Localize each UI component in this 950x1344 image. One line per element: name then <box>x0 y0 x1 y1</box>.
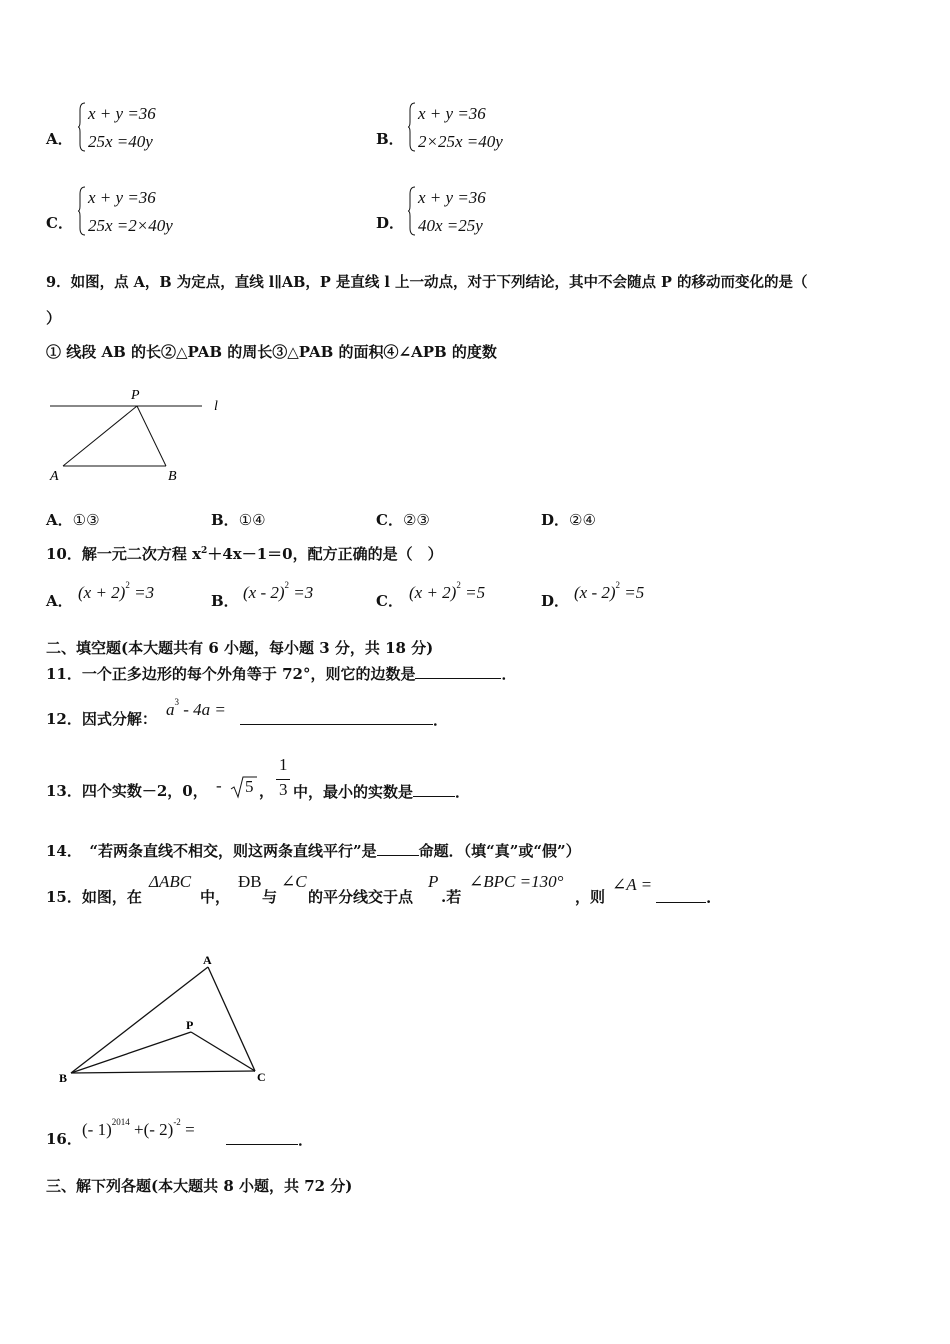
q13-text2: 中，最小的实数是 <box>293 783 414 801</box>
q9-option-c-label: C． <box>376 511 403 529</box>
q8-option-a-system <box>88 100 156 156</box>
label-a: A <box>50 469 59 484</box>
q11-answer-blank[interactable] <box>415 662 501 679</box>
q9-stem-line1: 9．如图，点 A，B 为定点，直线 l∥AB，P 是直线 l 上一动点，对于下列结论，其中不会随点 P 的移动而变化的是（ <box>46 274 808 291</box>
q9-option-d-text: ②④ <box>569 511 596 529</box>
q12-text: 12．因式分解： <box>46 710 157 728</box>
q10-option-c-exp: 2 <box>456 580 461 590</box>
q10-option-b-base: (x - 2) <box>243 583 285 602</box>
q9-stem-line2: ） <box>46 309 62 327</box>
q10-option-a-base: (x + 2) <box>78 583 126 602</box>
q9-figure <box>40 380 230 490</box>
q10-option-a-label: A． <box>46 592 73 610</box>
q12-end: ． <box>433 711 449 729</box>
q12-math-a: a <box>166 700 175 719</box>
label-b: B <box>59 1071 68 1085</box>
brace-icon <box>78 102 86 152</box>
q15-angle-b: ÐB <box>238 872 262 891</box>
segment-ac <box>208 967 255 1071</box>
q10-stem-post: ＋4x－1＝0，配方正确的是（ ） <box>207 545 443 563</box>
q16-part1: (- 1) <box>82 1120 112 1139</box>
label-p: P <box>131 388 140 403</box>
q8-option-b-system <box>418 100 503 156</box>
q15-text4: 的平分线交于点 <box>308 888 414 906</box>
q8-option-c-eq1: x + y =36 <box>88 188 156 207</box>
q10-option-a-rhs: =3 <box>129 583 155 602</box>
q9-option-b-label: B． <box>211 511 239 529</box>
q13-text: 13．四个实数－2，0， <box>46 782 208 800</box>
q8-option-a-eq1: x + y =36 <box>88 104 156 123</box>
q14-text2: 命题．（填“真”或“假”） <box>418 842 581 860</box>
label-b: B <box>168 469 177 484</box>
label-c: C <box>257 1070 266 1084</box>
q10-option-a-math <box>78 580 154 603</box>
q8-option-c-system <box>88 184 173 240</box>
q10-option-d-label: D． <box>541 592 570 610</box>
q15-text5: .若 <box>441 888 462 906</box>
q12-answer <box>240 708 448 730</box>
q10-option-a-exp: 2 <box>125 580 130 590</box>
q9-option-a-text: ①③ <box>72 511 100 529</box>
q10-stem-pre: 10．解一元二次方程 x <box>46 545 202 563</box>
q10-option-b-math <box>243 580 313 603</box>
q8-option-c-label: C． <box>46 214 73 232</box>
q10-stem <box>46 543 443 564</box>
q13-answer-blank[interactable] <box>413 780 455 797</box>
q8-option-a-label: A． <box>46 130 73 148</box>
q12-math-rest: - 4a = <box>179 700 226 719</box>
q16-exp1: 2014 <box>111 1117 130 1127</box>
q16-exp2: -2 <box>173 1117 181 1127</box>
q9-option-b <box>211 509 266 530</box>
q15-angle-c: ∠C <box>281 872 307 891</box>
q15-figure <box>52 950 282 1090</box>
segment-bc <box>71 1071 255 1073</box>
q10-option-d-exp: 2 <box>615 580 621 590</box>
q8-option-b-eq1: x + y =36 <box>418 104 486 123</box>
q11-end: ． <box>501 665 517 683</box>
q8-option-d-label: D． <box>376 214 405 232</box>
q13-sqrt-value: 5 <box>245 777 254 796</box>
q13-frac-den: 3 <box>279 780 288 799</box>
q9-option-d <box>541 509 596 530</box>
q10-stem-sup: 2 <box>201 546 208 556</box>
q8-option-d-system <box>418 184 486 240</box>
q16-plus: + <box>129 1120 144 1139</box>
brace-icon <box>408 186 416 236</box>
q8-option-b-label: B． <box>376 130 404 148</box>
segment-pb <box>137 406 166 466</box>
q10-option-b-label: B． <box>211 592 239 610</box>
q16-answer <box>226 1128 313 1150</box>
q9-option-b-text: ①④ <box>238 511 266 529</box>
q15-end: . <box>706 889 712 907</box>
section-3-heading: 三、解下列各题(本大题共 8 小题，共 72 分) <box>46 1177 353 1195</box>
q10-option-d-base: (x - 2) <box>574 583 616 602</box>
q15-text2: 中， <box>200 888 231 906</box>
section-2-heading: 二、填空题(本大题共有 6 小题，每小题 3 分，共 18 分) <box>46 639 434 657</box>
brace-icon <box>408 102 416 152</box>
q13-neg: - <box>216 776 222 795</box>
q16-expression <box>82 1117 195 1140</box>
q10-option-d-rhs: =5 <box>620 583 645 602</box>
q14 <box>46 839 581 861</box>
q15-text6: ，则 <box>575 888 606 906</box>
q15-text3: 与 <box>262 888 278 906</box>
q16-answer-blank[interactable] <box>226 1128 298 1145</box>
q11-text: 11．一个正多边形的每个外角等于 72°，则它的边数是 <box>46 665 416 683</box>
q15-angle-a: ∠A = <box>612 875 653 894</box>
segment-bp <box>71 1032 191 1073</box>
q14-answer-blank[interactable] <box>377 839 419 856</box>
label-p: P <box>186 1018 194 1032</box>
q15-angle-bpc: ∠BPC =130° <box>469 872 564 891</box>
segment-pa <box>63 406 137 466</box>
q16-eq: = <box>180 1120 195 1139</box>
label-a: A <box>203 953 212 967</box>
segment-pc <box>191 1032 255 1071</box>
q14-text: 14． “若两条直线不相交，则这两条直线平行”是 <box>46 842 377 860</box>
q9-option-a <box>46 509 100 530</box>
q16-end: ． <box>298 1131 314 1149</box>
q8-option-c-eq2: 25x =2×40y <box>88 216 173 235</box>
q10-option-c-label: C． <box>376 592 403 610</box>
q16-label: 16． <box>46 1130 82 1148</box>
q15-triangle-abc: ΔABC <box>149 872 192 891</box>
q10-option-c-math <box>409 580 485 603</box>
q8-option-a-eq2: 25x =40y <box>88 132 153 151</box>
q15-text1: 15．如图，在 <box>46 888 142 906</box>
q9-option-d-label: D． <box>541 511 570 529</box>
q11 <box>46 662 517 684</box>
brace-icon <box>78 186 86 236</box>
q13-frac-num: 1 <box>279 755 288 774</box>
q10-option-c-rhs: =5 <box>460 583 486 602</box>
q16-part2: (- 2) <box>143 1120 174 1139</box>
q12-answer-blank[interactable] <box>240 708 433 725</box>
q10-option-d-math <box>574 580 644 603</box>
sqrt-icon <box>230 775 258 799</box>
q13-comma: ， <box>259 782 275 800</box>
q15-point-p: P <box>428 872 439 891</box>
q10-option-b-exp: 2 <box>284 580 290 590</box>
q10-option-b-rhs: =3 <box>289 583 314 602</box>
q9-option-c <box>376 509 430 530</box>
q8-option-d-eq1: x + y =36 <box>418 188 486 207</box>
q8-option-b-eq2: 2×25x =40y <box>418 132 503 151</box>
label-l: l <box>214 399 218 414</box>
q13-end: ． <box>455 783 471 801</box>
q8-option-d-eq2: 40x =25y <box>418 216 483 235</box>
q12-math <box>166 697 226 720</box>
q9-option-c-text: ②③ <box>402 511 430 529</box>
q15-answer <box>656 886 711 907</box>
q13-tail <box>293 780 470 802</box>
q9-items: ① 线段 AB 的长②△PAB 的周长③△PAB 的面积④∠APB 的度数 <box>46 343 497 361</box>
q15-answer-blank[interactable] <box>656 886 706 903</box>
q10-option-c-base: (x + 2) <box>409 583 457 602</box>
q9-option-a-label: A． <box>46 511 73 529</box>
q12-math-exp: 3 <box>174 697 179 707</box>
